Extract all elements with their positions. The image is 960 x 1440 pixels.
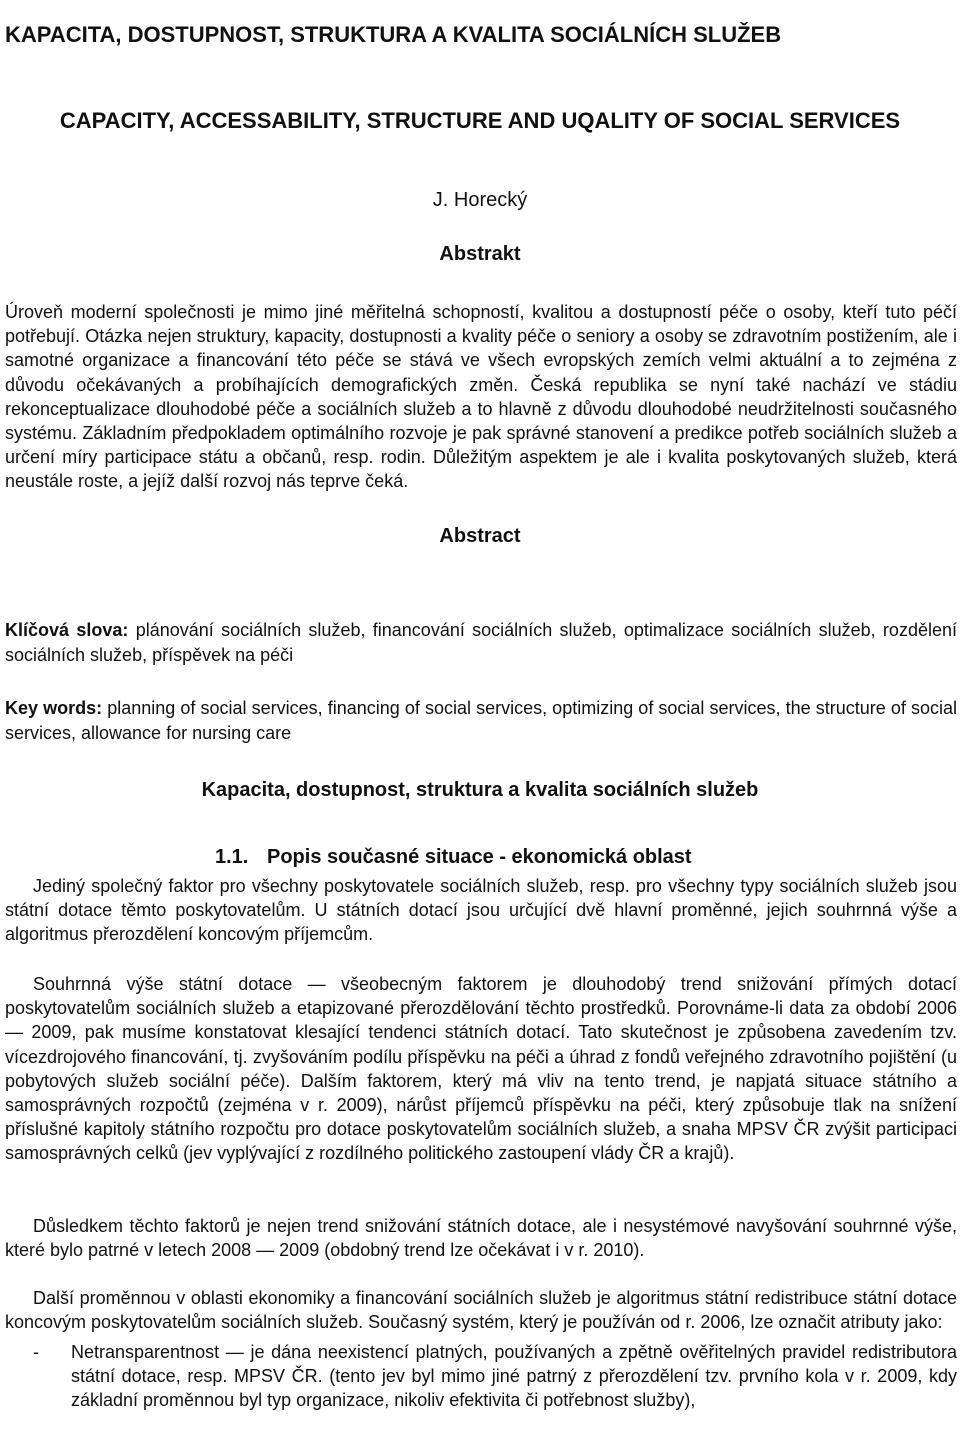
bullet-list — [5, 1340, 957, 1413]
body-paragraph-2-text: Souhrnná výše státní dotace — všeobecným faktorem je dlouhodobý trend snižování přímých dotací poskytovatelům sociálních služeb a etapizované přerozdělování těchto prostředků. Porovnáme-li data za období 2006 — 2009, pak musíme konstatovat klesající tendenci státních dotací. Tato skutečnost je způsobena zavedením tzv. vícezdrojového financování, tj. zvyšováním podílu příspěvku na péči a úhrad z fondů veřejného zdravotního pojištění (u pobytových služeb sociální péče). Dalším faktorem, který má vliv na tento trend, je napjatá situace státního a samosprávných rozpočtů (zejména v r. 2009), nárůst příjemců příspěvku na péči, který způsobuje tlak na snížení příslušné kapitoly státního rozpočtu pro dotace poskytovatelům sociálních služeb, a snaha MPSV ČR zvýšit participaci samosprávných celků (jev vyplývající z rozdílného politického zastoupení vlády ČR a krajů). — [5, 974, 957, 1164]
body-paragraph-4 — [5, 1286, 957, 1334]
keywords-czech-label: Klíčová slova: — [5, 620, 129, 640]
document-title-english: CAPACITY, ACCESSABILITY, STRUCTURE AND UQALITY OF SOCIAL SERVICES — [59, 108, 901, 134]
keywords-czech-text: plánování sociálních služeb, financování sociálních služeb, optimalizace sociálních služeb, rozdělení sociálních služeb, příspěvek na péči — [5, 620, 957, 665]
section-heading: Kapacita, dostupnost, struktura a kvalita sociálních služeb — [201, 779, 759, 801]
abstrakt-heading: Abstrakt — [439, 243, 521, 265]
body-paragraph-1-text: Jediný společný faktor pro všechny poskytovatele sociálních služeb, resp. pro všechny typy sociálních služeb jsou státní dotace těmto poskytovatelům. U státních dotací jsou určující dvě hlavní proměnné, jejich souhrnná výše a algoritmus přerozdělení koncovým příjemcům. — [5, 876, 957, 945]
subsection-number: 1.1. — [215, 845, 249, 868]
body-paragraph-3-text: Důsledkem těchto faktorů je nejen trend snižování státních dotace, ale i nesystémové navyšování souhrnné výše, které bylo patrné v letech 2008 — 2009 (obdobný trend lze očekávat i v r. 2010). — [5, 1216, 957, 1261]
abstract-heading: Abstract — [439, 525, 521, 547]
abstrakt-text: Úroveň moderní společnosti je mimo jiné měřitelná schopností, kvalitou a dostupností péče o osoby, kteří tuto péčí potřebují. Otázka nejen struktury, kapacity, dostupnosti a kvality péče o seniory a osoby se zdravotním postižením, ale i samotné organizace a financování této péče se stává ve všech evropských zemích velmi aktuální a to zejména z důvodu očekávaných a probíhajících demografických změn. Česká republika se nyní také nachází ve stádiu rekonceptualizace dlouhodobé péče a sociálních služeb a to hlavně z důvodu dlouhodobé neudržitelnosti současného systému. Základním předpokladem optimálního rozvoje je pak správné stanovení a predikce potřeb sociálních služeb a určení míry participace státu a občanů, resp. rodin. Důležitým aspektem je ale i kvalita poskytovaných služeb, která neustále roste, a jejíž další rozvoj nás teprve čeká. — [5, 302, 957, 492]
bullet-dash: - — [33, 1342, 39, 1362]
document-title-czech: KAPACITA, DOSTUPNOST, STRUKTURA A KVALITA SOCIÁLNÍCH SLUŽEB — [5, 21, 782, 47]
body-paragraph-2 — [5, 972, 957, 1166]
bullet-text: Netransparentnost — je dána neexistencí platných, používaných a zpětně ověřitelných pravidel redistributora státní dotace, resp. MPSV ČR. (tento jev byl mimo jiné patrný z přerozdělení tzv. prvního kola v r. 2009, kdy základní proměnnou byl typ organizace, nikoliv efektivita či potřebnost služby), — [71, 1342, 957, 1411]
keywords-english-label: Key words: — [5, 698, 103, 718]
body-paragraph-4-text: Další proměnnou v oblasti ekonomiky a financování sociálních služeb je algoritmus státní redistribuce státní dotace koncovým poskytovatelům sociálních služeb. Současný systém, který je používán od r. 2006, lze označit atributy jako: — [5, 1288, 957, 1333]
document-page — [5, 0, 957, 1440]
list-item — [5, 1340, 957, 1413]
keywords-english-text: planning of social services, financing of social services, optimizing of social services, the structure of social services, allowance for nursing care — [5, 698, 957, 743]
body-paragraph-3 — [5, 1214, 957, 1262]
keywords-english — [5, 696, 957, 745]
subsection-heading — [215, 845, 692, 869]
subsection-title: Popis současné situace - ekonomická oblast — [267, 845, 692, 868]
author-name: J. Horecký — [432, 189, 528, 211]
keywords-czech — [5, 618, 957, 667]
body-paragraph-1 — [5, 874, 957, 947]
